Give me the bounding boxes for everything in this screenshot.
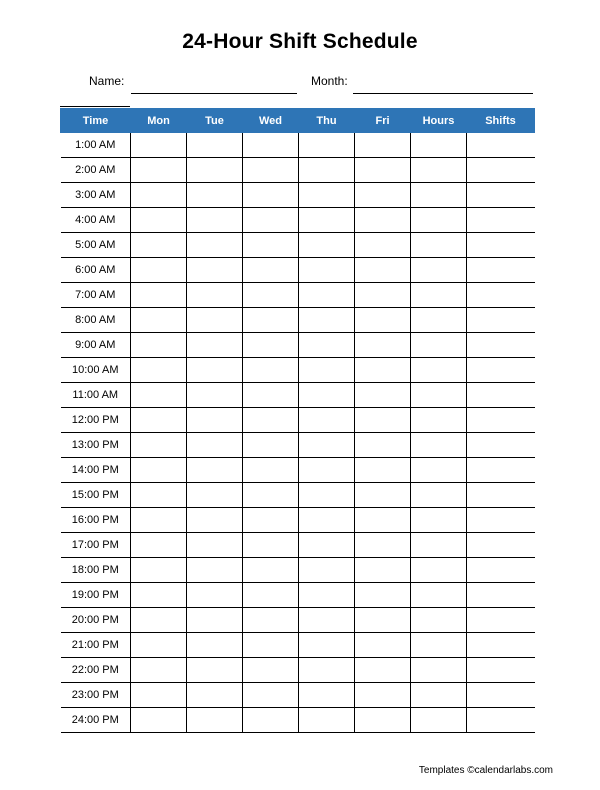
time-label: 16:00 PM <box>61 508 131 533</box>
schedule-cell[interactable] <box>131 508 187 533</box>
schedule-cell[interactable] <box>187 258 243 283</box>
schedule-cell[interactable] <box>299 458 355 483</box>
schedule-cell[interactable] <box>299 308 355 333</box>
schedule-cell[interactable] <box>411 433 467 458</box>
schedule-cell[interactable] <box>411 708 467 733</box>
schedule-cell[interactable] <box>299 658 355 683</box>
schedule-cell[interactable] <box>131 433 187 458</box>
schedule-cell[interactable] <box>187 358 243 383</box>
schedule-cell[interactable] <box>187 458 243 483</box>
schedule-cell[interactable] <box>355 233 411 258</box>
schedule-cell[interactable] <box>467 383 535 408</box>
schedule-cell[interactable] <box>243 558 299 583</box>
schedule-cell[interactable] <box>187 383 243 408</box>
schedule-cell[interactable] <box>411 258 467 283</box>
schedule-cell[interactable] <box>411 608 467 633</box>
time-label: 21:00 PM <box>61 633 131 658</box>
schedule-cell[interactable] <box>299 233 355 258</box>
schedule-cell[interactable] <box>467 483 535 508</box>
schedule-cell[interactable] <box>467 308 535 333</box>
schedule-cell[interactable] <box>243 658 299 683</box>
schedule-cell[interactable] <box>299 633 355 658</box>
schedule-cell[interactable] <box>187 583 243 608</box>
table-row <box>61 233 535 258</box>
schedule-cell[interactable] <box>299 708 355 733</box>
column-header-shifts: Shifts <box>467 108 535 133</box>
schedule-cell[interactable] <box>411 158 467 183</box>
schedule-cell[interactable] <box>467 533 535 558</box>
schedule-cell[interactable] <box>131 483 187 508</box>
divider <box>60 106 130 107</box>
column-header-fri: Fri <box>355 108 411 133</box>
schedule-cell[interactable] <box>467 458 535 483</box>
schedule-cell[interactable] <box>467 658 535 683</box>
schedule-cell[interactable] <box>355 658 411 683</box>
schedule-cell[interactable] <box>243 583 299 608</box>
table-row <box>61 333 535 358</box>
schedule-cell[interactable] <box>355 558 411 583</box>
schedule-cell[interactable] <box>131 558 187 583</box>
schedule-cell[interactable] <box>131 183 187 208</box>
table-row <box>61 258 535 283</box>
schedule-cell[interactable] <box>299 133 355 158</box>
time-label: 1:00 AM <box>61 133 131 158</box>
schedule-cell[interactable] <box>411 508 467 533</box>
schedule-cell[interactable] <box>411 383 467 408</box>
table-row <box>61 533 535 558</box>
schedule-cell[interactable] <box>243 383 299 408</box>
table-row <box>61 183 535 208</box>
column-header-hours: Hours <box>411 108 467 133</box>
schedule-cell[interactable] <box>131 683 187 708</box>
time-label: 22:00 PM <box>61 658 131 683</box>
schedule-cell[interactable] <box>131 233 187 258</box>
schedule-cell[interactable] <box>467 358 535 383</box>
schedule-cell[interactable] <box>411 133 467 158</box>
schedule-cell[interactable] <box>187 183 243 208</box>
schedule-cell[interactable] <box>467 133 535 158</box>
table-row <box>61 658 535 683</box>
schedule-cell[interactable] <box>355 533 411 558</box>
table-row <box>61 483 535 508</box>
schedule-cell[interactable] <box>187 408 243 433</box>
schedule-cell[interactable] <box>243 258 299 283</box>
table-row <box>61 308 535 333</box>
footer-credit: Templates ©calendarlabs.com <box>418 765 553 776</box>
schedule-cell[interactable] <box>243 483 299 508</box>
schedule-cell[interactable] <box>467 683 535 708</box>
schedule-cell[interactable] <box>355 358 411 383</box>
column-header-time: Time <box>61 108 131 133</box>
schedule-cell[interactable] <box>411 583 467 608</box>
schedule-cell[interactable] <box>131 283 187 308</box>
schedule-cell[interactable] <box>411 333 467 358</box>
schedule-cell[interactable] <box>467 408 535 433</box>
schedule-cell[interactable] <box>131 358 187 383</box>
schedule-cell[interactable] <box>299 683 355 708</box>
table-header-row <box>61 108 535 133</box>
schedule-cell[interactable] <box>467 633 535 658</box>
schedule-cell[interactable] <box>187 133 243 158</box>
time-label: 3:00 AM <box>61 183 131 208</box>
schedule-cell[interactable] <box>467 183 535 208</box>
schedule-cell[interactable] <box>243 208 299 233</box>
time-label: 23:00 PM <box>61 683 131 708</box>
schedule-cell[interactable] <box>411 683 467 708</box>
schedule-cell[interactable] <box>355 408 411 433</box>
schedule-cell[interactable] <box>299 408 355 433</box>
time-label: 4:00 AM <box>61 208 131 233</box>
schedule-cell[interactable] <box>131 333 187 358</box>
time-label: 10:00 AM <box>61 358 131 383</box>
schedule-cell[interactable] <box>467 333 535 358</box>
table-row <box>61 683 535 708</box>
schedule-cell[interactable] <box>299 433 355 458</box>
table-row <box>61 133 535 158</box>
schedule-cell[interactable] <box>243 358 299 383</box>
schedule-cell[interactable] <box>355 433 411 458</box>
schedule-cell[interactable] <box>411 208 467 233</box>
schedule-cell[interactable] <box>243 233 299 258</box>
schedule-cell[interactable] <box>355 683 411 708</box>
schedule-cell[interactable] <box>411 308 467 333</box>
schedule-cell[interactable] <box>467 583 535 608</box>
schedule-cell[interactable] <box>355 583 411 608</box>
schedule-cell[interactable] <box>187 233 243 258</box>
time-label: 5:00 AM <box>61 233 131 258</box>
schedule-cell[interactable] <box>355 133 411 158</box>
name-label: Name: <box>89 74 125 88</box>
schedule-cell[interactable] <box>187 683 243 708</box>
schedule-cell[interactable] <box>187 608 243 633</box>
table-row <box>61 408 535 433</box>
schedule-cell[interactable] <box>187 208 243 233</box>
schedule-cell[interactable] <box>131 208 187 233</box>
column-header-thu: Thu <box>299 108 355 133</box>
schedule-cell[interactable] <box>299 608 355 633</box>
time-label: 6:00 AM <box>61 258 131 283</box>
column-header-wed: Wed <box>243 108 299 133</box>
schedule-cell[interactable] <box>131 258 187 283</box>
schedule-cell[interactable] <box>131 458 187 483</box>
schedule-cell[interactable] <box>299 533 355 558</box>
schedule-cell[interactable] <box>467 208 535 233</box>
schedule-cell[interactable] <box>467 158 535 183</box>
schedule-cell[interactable] <box>467 433 535 458</box>
schedule-cell[interactable] <box>243 683 299 708</box>
schedule-cell[interactable] <box>243 158 299 183</box>
schedule-cell[interactable] <box>187 433 243 458</box>
schedule-cell[interactable] <box>131 633 187 658</box>
time-label: 9:00 AM <box>61 333 131 358</box>
table-row <box>61 283 535 308</box>
schedule-cell[interactable] <box>243 708 299 733</box>
schedule-cell[interactable] <box>411 458 467 483</box>
table-row <box>61 208 535 233</box>
schedule-cell[interactable] <box>243 633 299 658</box>
schedule-cell[interactable] <box>299 483 355 508</box>
schedule-cell[interactable] <box>131 608 187 633</box>
schedule-cell[interactable] <box>299 333 355 358</box>
time-label: 7:00 AM <box>61 283 131 308</box>
column-header-tue: Tue <box>187 108 243 133</box>
schedule-cell[interactable] <box>243 408 299 433</box>
schedule-cell[interactable] <box>467 258 535 283</box>
table-row <box>61 358 535 383</box>
time-label: 19:00 PM <box>61 583 131 608</box>
schedule-cell[interactable] <box>355 608 411 633</box>
column-header-mon: Mon <box>131 108 187 133</box>
schedule-cell[interactable] <box>131 308 187 333</box>
time-label: 17:00 PM <box>61 533 131 558</box>
name-field[interactable] <box>131 93 297 94</box>
schedule-cell[interactable] <box>131 708 187 733</box>
schedule-cell[interactable] <box>243 283 299 308</box>
schedule-cell[interactable] <box>411 658 467 683</box>
schedule-cell[interactable] <box>243 533 299 558</box>
schedule-cell[interactable] <box>187 533 243 558</box>
schedule-cell[interactable] <box>355 483 411 508</box>
schedule-cell[interactable] <box>411 558 467 583</box>
schedule-cell[interactable] <box>187 308 243 333</box>
schedule-cell[interactable] <box>355 633 411 658</box>
schedule-cell[interactable] <box>187 333 243 358</box>
schedule-cell[interactable] <box>243 183 299 208</box>
table-row <box>61 383 535 408</box>
table-row <box>61 608 535 633</box>
schedule-cell[interactable] <box>299 283 355 308</box>
table-row <box>61 458 535 483</box>
schedule-cell[interactable] <box>131 658 187 683</box>
schedule-cell[interactable] <box>411 633 467 658</box>
time-label: 12:00 PM <box>61 408 131 433</box>
table-row <box>61 583 535 608</box>
schedule-cell[interactable] <box>299 358 355 383</box>
schedule-cell[interactable] <box>355 258 411 283</box>
schedule-cell[interactable] <box>299 158 355 183</box>
schedule-cell[interactable] <box>243 333 299 358</box>
schedule-cell[interactable] <box>299 583 355 608</box>
schedule-cell[interactable] <box>299 508 355 533</box>
table-row <box>61 508 535 533</box>
schedule-cell[interactable] <box>467 508 535 533</box>
schedule-cell[interactable] <box>355 283 411 308</box>
schedule-cell[interactable] <box>355 708 411 733</box>
schedule-cell[interactable] <box>355 383 411 408</box>
schedule-cell[interactable] <box>355 158 411 183</box>
time-label: 14:00 PM <box>61 458 131 483</box>
schedule-cell[interactable] <box>467 708 535 733</box>
shift-schedule-table <box>60 108 535 733</box>
schedule-cell[interactable] <box>243 133 299 158</box>
time-label: 8:00 AM <box>61 308 131 333</box>
month-label: Month: <box>311 74 348 88</box>
time-label: 18:00 PM <box>61 558 131 583</box>
schedule-cell[interactable] <box>243 608 299 633</box>
table-row <box>61 633 535 658</box>
schedule-cell[interactable] <box>243 458 299 483</box>
page-title: 24-Hour Shift Schedule <box>182 30 418 53</box>
schedule-cell[interactable] <box>467 608 535 633</box>
schedule-cell[interactable] <box>131 383 187 408</box>
table-row <box>61 433 535 458</box>
table-row <box>61 158 535 183</box>
time-label: 2:00 AM <box>61 158 131 183</box>
schedule-cell[interactable] <box>131 158 187 183</box>
schedule-cell[interactable] <box>411 483 467 508</box>
month-field[interactable] <box>353 93 533 94</box>
schedule-cell[interactable] <box>467 233 535 258</box>
schedule-cell[interactable] <box>299 383 355 408</box>
schedule-cell[interactable] <box>355 458 411 483</box>
schedule-cell[interactable] <box>411 233 467 258</box>
schedule-cell[interactable] <box>411 533 467 558</box>
schedule-cell[interactable] <box>355 308 411 333</box>
time-label: 11:00 AM <box>61 383 131 408</box>
schedule-cell[interactable] <box>187 633 243 658</box>
schedule-cell[interactable] <box>411 183 467 208</box>
schedule-cell[interactable] <box>299 258 355 283</box>
schedule-cell[interactable] <box>355 508 411 533</box>
table-row <box>61 708 535 733</box>
schedule-cell[interactable] <box>187 283 243 308</box>
schedule-cell[interactable] <box>187 508 243 533</box>
schedule-cell[interactable] <box>187 483 243 508</box>
schedule-cell[interactable] <box>131 583 187 608</box>
schedule-cell[interactable] <box>187 658 243 683</box>
schedule-cell[interactable] <box>299 208 355 233</box>
schedule-cell[interactable] <box>131 533 187 558</box>
schedule-cell[interactable] <box>411 408 467 433</box>
schedule-cell[interactable] <box>243 308 299 333</box>
schedule-cell[interactable] <box>131 133 187 158</box>
schedule-cell[interactable] <box>355 183 411 208</box>
schedule-cell[interactable] <box>299 183 355 208</box>
time-label: 15:00 PM <box>61 483 131 508</box>
schedule-cell[interactable] <box>243 508 299 533</box>
schedule-cell[interactable] <box>467 283 535 308</box>
schedule-cell[interactable] <box>467 558 535 583</box>
schedule-cell[interactable] <box>131 408 187 433</box>
table-row <box>61 558 535 583</box>
schedule-cell[interactable] <box>411 358 467 383</box>
time-label: 24:00 PM <box>61 708 131 733</box>
time-label: 13:00 PM <box>61 433 131 458</box>
schedule-cell[interactable] <box>243 433 299 458</box>
schedule-cell[interactable] <box>187 158 243 183</box>
time-label: 20:00 PM <box>61 608 131 633</box>
schedule-cell[interactable] <box>411 283 467 308</box>
schedule-cell[interactable] <box>355 333 411 358</box>
schedule-cell[interactable] <box>355 208 411 233</box>
schedule-cell[interactable] <box>187 558 243 583</box>
schedule-cell[interactable] <box>299 558 355 583</box>
schedule-cell[interactable] <box>187 708 243 733</box>
